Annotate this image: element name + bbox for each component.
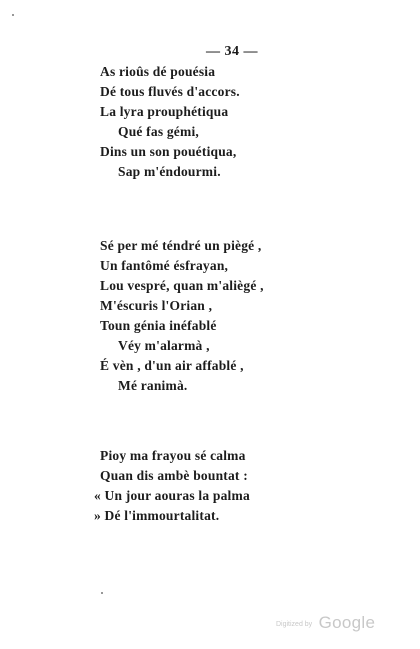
poem-stanza (100, 62, 240, 182)
verse-line: » Dé l'immourtalitat. (94, 508, 220, 523)
paper-speck (12, 14, 14, 16)
verse-line: Dé tous fluvés d'accors. (100, 84, 240, 99)
verse-line: Sé per mé téndré un piègé , (100, 238, 262, 253)
verse-line: Toun génia inéfablé (100, 318, 217, 333)
verse-line: « Un jour aouras la palma (94, 488, 250, 503)
digitized-watermark (276, 613, 375, 633)
verse-line: Sap m'éndourmi. (118, 164, 221, 179)
verse-line: Lou vespré, quan m'aliègé , (100, 278, 264, 293)
verse-line: Qué fas gémi, (118, 124, 199, 139)
verse-line: As rioûs dé pouésia (100, 64, 216, 79)
verse-line: É vèn , d'un air affablé , (100, 358, 244, 373)
watermark-prefix: Digitized by (276, 621, 313, 628)
verse-line: Dins un son pouétiqua, (100, 144, 237, 159)
watermark-brand: Google (318, 613, 376, 632)
verse-line: Pioy ma frayou sé calma (100, 448, 246, 463)
verse-line: Mé ranimà. (118, 378, 188, 393)
verse-line: Un fantômé ésfrayan, (100, 258, 229, 273)
verse-line: La lyra prouphétiqua (100, 104, 229, 119)
verse-line: Véy m'alarmà , (118, 338, 210, 353)
page-number: — 34 — (206, 44, 258, 59)
paper-speck (101, 592, 103, 594)
verse-line: Quan dis ambè bountat : (100, 468, 248, 483)
poem-stanza (94, 446, 250, 526)
poem-stanza (100, 236, 264, 396)
verse-line: M'éscuris l'Orian , (100, 298, 213, 313)
